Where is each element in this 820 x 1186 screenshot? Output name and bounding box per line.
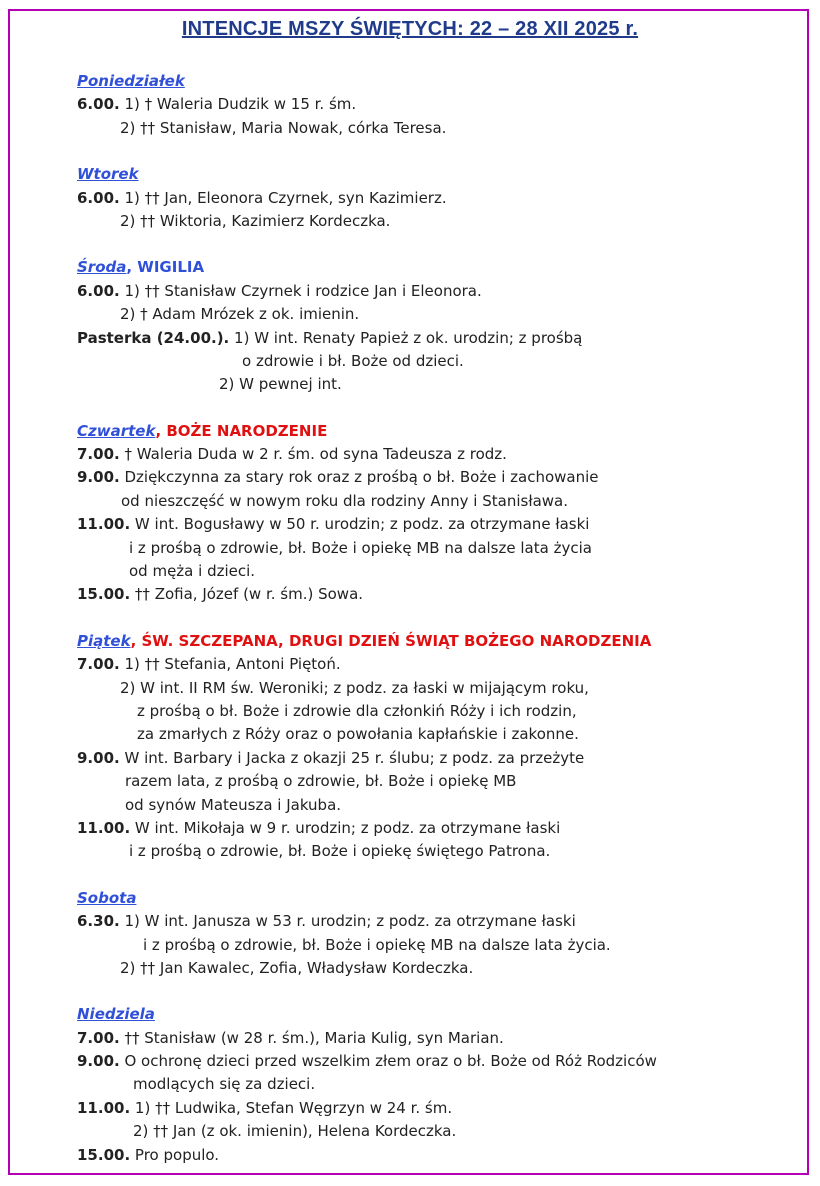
day-heading-tuesday (77, 163, 797, 186)
mass-entry (77, 1027, 797, 1050)
feast-separator: , (155, 421, 167, 440)
intention-text: W int. Bogusławy w 50 r. urodzin; z podz. za otrzymane łaski (130, 515, 590, 534)
mass-entry (77, 747, 797, 770)
mass-entry (77, 1144, 797, 1167)
feast-separator: , (130, 631, 142, 650)
day-name: Wtorek (77, 165, 139, 184)
day-heading-friday (77, 630, 797, 653)
day-name: Poniedziałek (77, 72, 185, 90)
intention-line: modlących się za dzieci. (133, 1075, 316, 1094)
mass-time: 9.00. (77, 1052, 120, 1071)
mass-time: 7.00. (77, 1028, 120, 1047)
mass-time: 6.00. (77, 188, 120, 207)
feast-name: ŚW. SZCZEPANA, DRUGI DZIEŃ ŚWIĄT BOŻEGO NARODZENIA (141, 631, 652, 650)
day-heading-thursday (77, 420, 797, 443)
intention-text: 1) †† Ludwika, Stefan Węgrzyn w 24 r. śm. (130, 1098, 453, 1117)
day-name: Sobota (77, 888, 137, 907)
intention-line: i z prośbą o zdrowie, bł. Boże i opiekę świętego Patrona. (129, 842, 551, 861)
intention-line: 2) †† Jan Kawalec, Zofia, Władysław Kordeczka. (120, 958, 474, 977)
intention-line: razem lata, z prośbą o zdrowie, bł. Boże i opiekę MB (125, 772, 517, 791)
day-heading-monday (77, 70, 797, 93)
intention-text: 1) †† Stanisław Czyrnek i rodzice Jan i Eleonora. (119, 281, 482, 300)
intention-line: o zdrowie i bł. Boże od dzieci. (242, 351, 464, 370)
intention-line: i z prośbą o zdrowie, bł. Boże i opiekę MB na dalsze lata życia. (143, 935, 611, 954)
intention-line: 2) †† Wiktoria, Kazimierz Kordeczka. (120, 211, 391, 230)
mass-entry (77, 443, 797, 466)
day-name: Czwartek (77, 421, 156, 440)
mass-time: 15.00. (77, 1145, 131, 1164)
intention-line: od męża i dzieci. (129, 562, 256, 581)
mass-entry (77, 280, 797, 303)
feast-name: WIGILIA (137, 258, 205, 277)
mass-entry (77, 1050, 797, 1073)
day-heading-wednesday (77, 256, 797, 279)
mass-time: 9.00. (77, 468, 120, 487)
mass-time: 6.00. (77, 95, 120, 114)
intention-text: † Waleria Duda w 2 r. śm. od syna Tadeusza z rodz. (119, 445, 507, 464)
intention-text: W int. Mikołaja w 9 r. urodzin; z podz. za otrzymane łaski (130, 818, 561, 837)
mass-entry (77, 513, 797, 536)
mass-time: Pasterka (24.00.). (77, 328, 230, 347)
intention-text: 1) †† Stefania, Antoni Piętoń. (119, 655, 341, 674)
intention-text: Pro populo. (130, 1145, 220, 1164)
mass-entry (77, 93, 797, 116)
intention-text: 1) W int. Renaty Papież z ok. urodzin; z prośbą (229, 328, 583, 347)
mass-time: 11.00. (77, 1098, 131, 1117)
mass-time: 11.00. (77, 515, 131, 534)
mass-entry (77, 187, 797, 210)
intention-text: †† Zofia, Józef (w r. śm.) Sowa. (130, 585, 364, 604)
intention-text: 1) †† Jan, Eleonora Czyrnek, syn Kazimierz. (119, 188, 447, 207)
day-heading-saturday (77, 887, 797, 910)
mass-time: 11.00. (77, 818, 131, 837)
mass-time: 7.00. (77, 655, 120, 674)
mass-time: 7.00. (77, 445, 120, 464)
intention-text: W int. Barbary i Jacka z okazji 25 r. ślubu; z podz. za przeżyte (119, 748, 585, 767)
intention-line: od synów Mateusza i Jakuba. (125, 795, 342, 814)
intention-text: Dziękczynna za stary rok oraz z prośbą o bł. Boże i zachowanie (119, 468, 599, 487)
mass-time: 6.00. (77, 281, 120, 300)
feast-separator: , (126, 258, 138, 277)
mass-entry (77, 1097, 797, 1120)
intention-line: od nieszczęść w nowym roku dla rodziny Anny i Stanisława. (121, 491, 568, 510)
intention-line: 2) W int. II RM św. Weroniki; z podz. za łaski w mijającym roku, (120, 678, 589, 697)
day-name: Niedziela (77, 1005, 155, 1024)
mass-entry (77, 653, 797, 676)
intention-line: z prośbą o bł. Boże i zdrowie dla członkiń Róży i ich rodzin, (137, 701, 577, 720)
intention-text: †† Stanisław (w 28 r. śm.), Maria Kulig, syn Marian. (119, 1028, 504, 1047)
mass-time: 15.00. (77, 585, 131, 604)
intention-line: 2) W pewnej int. (219, 375, 342, 394)
intention-line: 2) †† Stanisław, Maria Nowak, córka Teresa. (120, 118, 447, 137)
intention-text: 1) † Waleria Dudzik w 15 r. śm. (119, 95, 357, 114)
intention-line: za zmarłych z Róży oraz o powołania kapłańskie i zakonne. (137, 725, 579, 744)
mass-time: 9.00. (77, 748, 120, 767)
mass-entry (77, 466, 797, 489)
intention-line: 2) † Adam Mrózek z ok. imienin. (120, 305, 360, 324)
day-heading-sunday (77, 1003, 797, 1026)
mass-entry (77, 327, 797, 350)
mass-entry (77, 583, 797, 606)
day-name: Środa (77, 258, 127, 277)
day-name: Piątek (77, 631, 131, 650)
intention-line: 2) †† Jan (z ok. imienin), Helena Kordeczka. (133, 1122, 457, 1141)
page-title: INTENCJE MSZY ŚWIĘTYCH: 22 – 28 XII 2025 r. (181, 18, 639, 40)
feast-name: BOŻE NARODZENIE (166, 421, 328, 440)
mass-time: 6.30. (77, 912, 120, 931)
mass-entry (77, 817, 797, 840)
intention-text: 1) W int. Janusza w 53 r. urodzin; z podz. za otrzymane łaski (119, 912, 576, 931)
schedule (77, 70, 797, 1167)
mass-entry (77, 910, 797, 933)
intention-text: O ochronę dzieci przed wszelkim złem oraz o bł. Boże od Róż Rodziców (119, 1052, 657, 1071)
intention-line: i z prośbą o zdrowie, bł. Boże i opiekę MB na dalsze lata życia (129, 538, 592, 557)
